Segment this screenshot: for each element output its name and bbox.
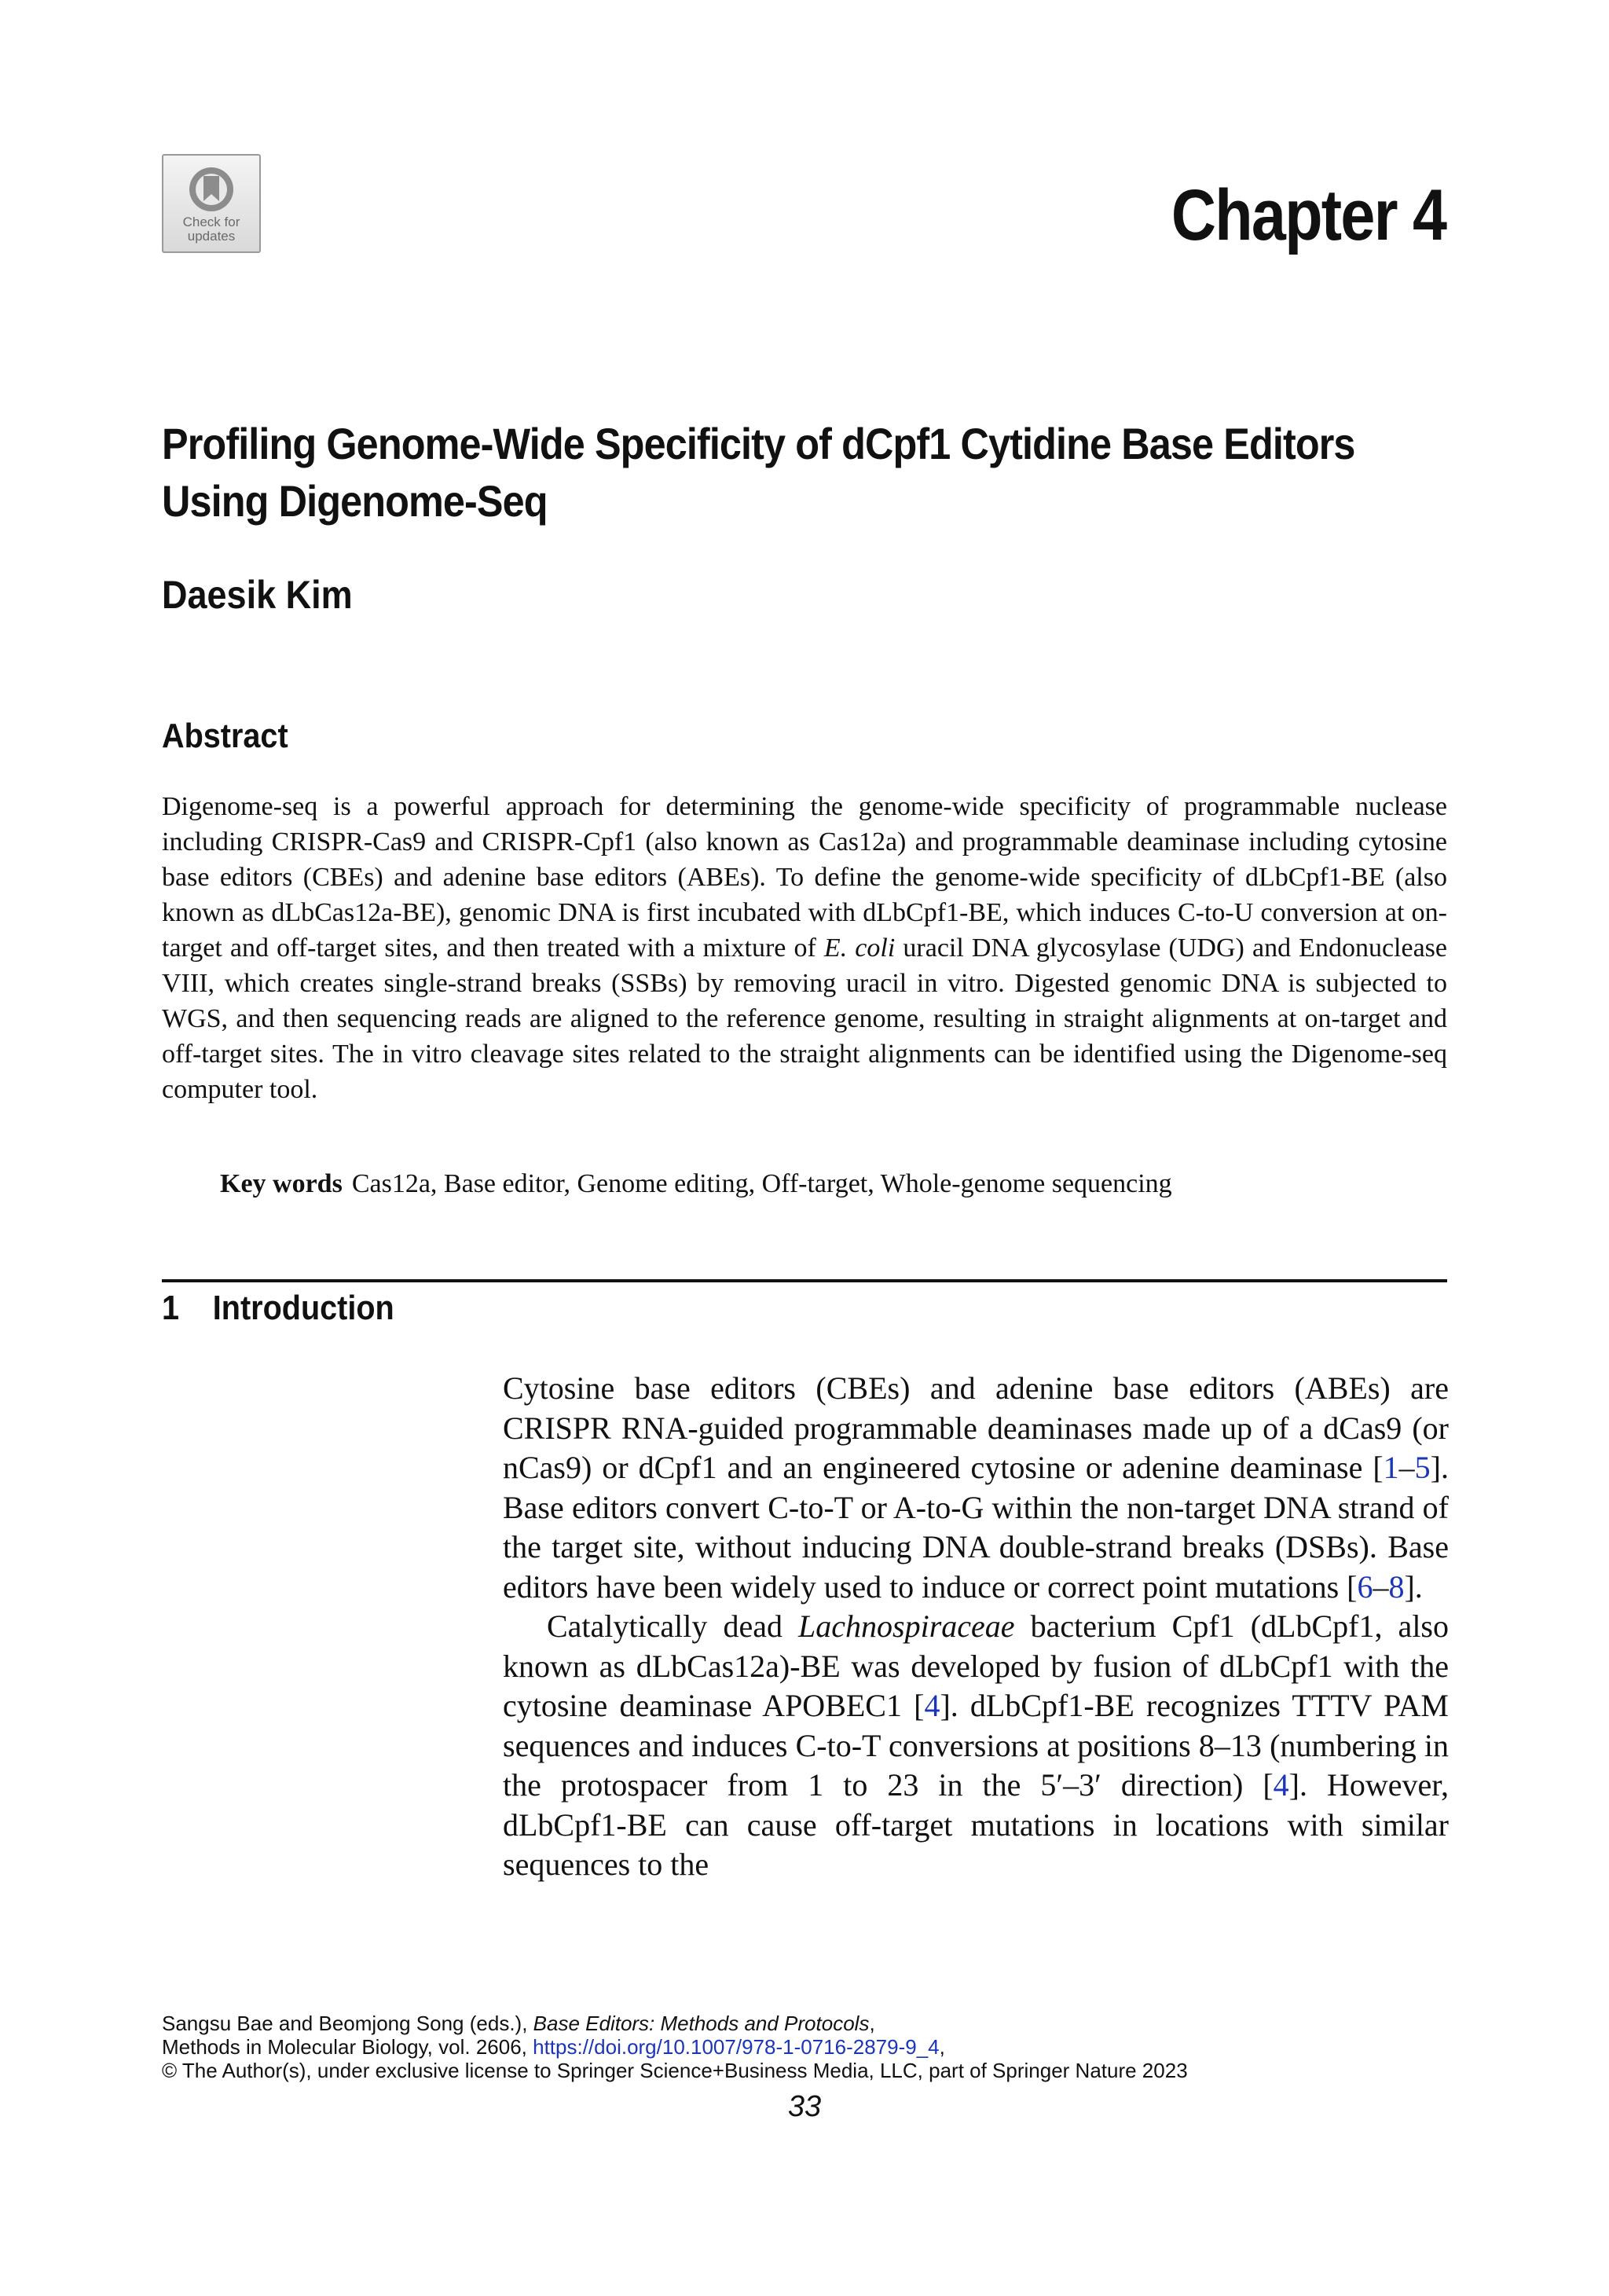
author-name: Daesik Kim — [162, 573, 353, 617]
abstract-heading: Abstract — [162, 717, 288, 755]
citation-link[interactable]: 4 — [1273, 1767, 1289, 1803]
footer-line-series — [162, 2035, 1497, 2059]
footer-text-part: , — [939, 2035, 945, 2059]
page-number: 33 — [787, 2090, 822, 2123]
doi-link[interactable]: https://doi.org/10.1007/978-1-0716-2879-9_4 — [533, 2035, 940, 2059]
citation-link[interactable]: 6 — [1357, 1568, 1373, 1605]
citation-range-dash: – — [1373, 1568, 1389, 1605]
intro-text-part: Cytosine base editors (CBEs) and adenine base editors (ABEs) are CRISPR RNA-guided programmable deaminases made up of a dCas9 (or nCas9) or dCpf1 and an engineered cytosine or adenine deaminase [ — [503, 1370, 1449, 1485]
abstract-body — [162, 789, 1447, 1107]
intro-text-part: ]. — [1404, 1568, 1423, 1605]
intro-text-part: ]. dLbCpf1-BE recognizes TTTV PAM sequences and induces C-to-T conversions at positions 8–13 (numbering in the protospacer from 1 to 23 in the 5′–3′ direction) [ — [503, 1688, 1449, 1803]
intro-text-part: bacterium Cpf1 (dLbCpf1, also known as dLbCas12a)-BE was developed by fusion of dLbCpf1 with the cytosine deaminase APOBEC1 [ — [503, 1608, 1449, 1723]
footer-line-copyright: © The Author(s), under exclusive license to Springer Science+Business Media, LLC, part of Springer Nature 2023 — [162, 2059, 1188, 2082]
citation-range-dash: – — [1398, 1450, 1415, 1485]
keywords-list: Cas12a, Base editor, Genome editing, Off-target, Whole-genome sequencing — [351, 1169, 1172, 1198]
abstract-italic-organism: E. coli — [823, 933, 896, 963]
intro-paragraph-2 — [503, 1607, 1449, 1885]
chapter-label: Chapter 4 — [1171, 175, 1446, 255]
keywords-label: Key words — [220, 1169, 343, 1198]
citation-link[interactable]: 1 — [1383, 1450, 1399, 1485]
footer-text-part: Sangsu Bae and Beomjong Song (eds.), — [162, 2012, 533, 2035]
intro-paragraph-1 — [503, 1369, 1449, 1607]
intro-text-part: ]. However, dLbCpf1-BE can cause off-target mutations in locations with similar sequences to the — [503, 1767, 1449, 1882]
chapter-title: Profiling Genome-Wide Specificity of dCpf1 Cytidine Base Editors Using Digenome-Seq — [162, 419, 1355, 526]
citation-link[interactable]: 8 — [1388, 1568, 1405, 1605]
section-divider — [162, 1279, 1447, 1282]
abstract-text-part: Digenome-seq is a powerful approach for determining the genome-wide specificity of programmable nuclease including CRISPR-Cas9 and CRISPR-Cpf1 (also known as Cas12a) and programmable deaminase including cytosine base editors (CBEs) and adenine base editors (ABEs). To define the genome-wide specificity of dLbCpf1-BE (also known as dLbCas12a-BE), genomic DNA is first incubated with dLbCpf1-BE, which induces C-to-U conversion at on-target and off-target sites, and then treated with a mixture of — [162, 792, 1447, 963]
section-title: Introduction — [212, 1289, 394, 1327]
introduction-body — [503, 1369, 1449, 1885]
check-for-updates-bookmark-icon — [182, 165, 240, 214]
check-for-updates-badge[interactable] — [162, 154, 261, 253]
footer-text-part: , — [869, 2012, 875, 2035]
intro-italic-organism: Lachnospiraceae — [798, 1608, 1015, 1644]
section-heading-introduction — [162, 1289, 394, 1328]
intro-text-part: ]. Base editors convert C-to-T or A-to-G within the non-target DNA strand of the target site, without inducing DNA double-strand breaks (DSBs). Base editors have been widely used to induce or correct point mutations [ — [503, 1450, 1449, 1605]
footer-line-editors — [162, 2012, 1497, 2035]
footer-citation — [162, 2012, 1497, 2082]
book-title: Base Editors: Methods and Protocols — [533, 2012, 870, 2035]
keywords — [220, 1166, 1446, 1201]
section-number: 1 — [162, 1289, 180, 1327]
check-for-updates-label: Check for updates — [182, 215, 240, 244]
footer-text-part: Methods in Molecular Biology, vol. 2606, — [162, 2035, 533, 2059]
abstract-text-part: uracil DNA glycosylase (UDG) and Endonuclease VIII, which creates single-strand breaks (SSBs) by removing uracil in vitro. Digested genomic DNA is subjected to WGS, and then sequencing reads are aligned to the reference genome, resulting in straight alignments at on-target and off-target sites. The in vitro cleavage sites related to the straight alignments can be identified using the Digenome-seq computer tool. — [162, 933, 1447, 1104]
citation-link[interactable]: 4 — [924, 1688, 940, 1723]
citation-link[interactable]: 5 — [1414, 1450, 1431, 1485]
intro-text-part: Catalytically dead — [547, 1608, 799, 1644]
